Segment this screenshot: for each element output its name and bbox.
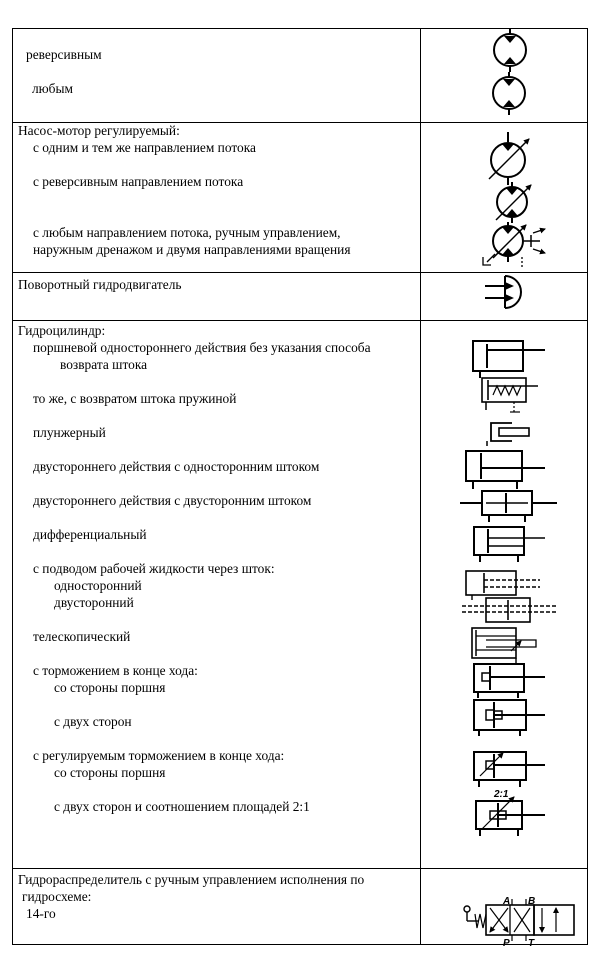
cylinder-telescopic-label: телескопический bbox=[33, 629, 131, 644]
spring-return-cylinder-icon bbox=[482, 378, 538, 412]
cylinder-cushion-label: с торможением в конце хода: bbox=[33, 663, 198, 678]
valve-port-t-label: T bbox=[528, 938, 535, 949]
cylinder-rod-feed-label: с подводом рабочей жидкости через шток: bbox=[33, 561, 275, 576]
single-acting-cylinder-icon bbox=[473, 341, 545, 378]
double-acting-single-rod-cylinder-icon bbox=[466, 451, 545, 489]
cylinder-double-single-rod-label: двустороннего действия с односторонним штоком bbox=[33, 459, 320, 474]
reversible-motor-icon bbox=[494, 28, 526, 72]
cylinder-single-acting-label-2: возврата штока bbox=[60, 357, 148, 372]
adjustable-double-cushion-2-1-cylinder-icon bbox=[476, 797, 545, 836]
piston-side-cushion-cylinder-icon bbox=[474, 664, 545, 698]
pump-motor-manual-label-1: с любым направлением потока, ручным управлением, bbox=[33, 225, 341, 240]
motor-reversible-label: реверсивным bbox=[26, 47, 102, 62]
cylinder-plunger-label: плунжерный bbox=[33, 425, 106, 440]
cylinder-rod-feed-single-label: односторонний bbox=[54, 578, 142, 593]
adjustable-cushion-cylinder-icon bbox=[474, 752, 545, 787]
cylinder-cushion-both-label: с двух сторон bbox=[54, 714, 132, 729]
adjustable-reversible-pump-motor-icon bbox=[496, 182, 531, 223]
cylinder-title: Гидроцилиндр: bbox=[18, 323, 106, 338]
cylinder-spring-return-label: то же, с возвратом штока пружиной bbox=[33, 391, 237, 406]
pump-motor-same-direction-label: с одним и тем же направлением потока bbox=[33, 140, 256, 155]
double-acting-double-rod-cylinder-icon bbox=[460, 491, 557, 522]
telescopic-cylinder-icon bbox=[472, 628, 536, 665]
cylinder-adjustable-cushion-both-label: с двух сторон и соотношением площадей 2:1 bbox=[54, 799, 310, 814]
rod-feed-single-cylinder-icon bbox=[466, 571, 540, 600]
cylinder-double-double-rod-label: двустороннего действия с двусторонним штоком bbox=[33, 493, 312, 508]
valve-port-a-label: A bbox=[503, 896, 511, 907]
adjustable-pump-motor-icon bbox=[489, 132, 529, 185]
pump-motor-manual-label-2: наружным дренажом и двумя направлениями вращения bbox=[33, 242, 351, 257]
differential-cylinder-icon bbox=[474, 527, 545, 562]
any-direction-motor-icon bbox=[493, 72, 525, 115]
pump-motor-title: Насос-мотор регулируемый: bbox=[18, 123, 180, 138]
manual-pump-motor-drain-icon bbox=[483, 222, 545, 268]
rod-feed-double-cylinder-icon bbox=[462, 598, 558, 622]
valve-label-1: Гидрораспределитель с ручным управлением исполнения по bbox=[18, 872, 365, 887]
double-cushion-cylinder-icon bbox=[474, 700, 545, 736]
valve-label-2: гидросхеме: bbox=[22, 889, 92, 904]
cylinder-cushion-piston-label: со стороны поршня bbox=[54, 680, 166, 695]
manual-directional-valve-icon bbox=[464, 899, 574, 941]
cylinder-differential-label: дифференциальный bbox=[33, 527, 147, 542]
cylinder-adjustable-cushion-piston-label: со стороны поршня bbox=[54, 765, 166, 780]
rotary-actuator-label: Поворотный гидродвигатель bbox=[18, 277, 182, 292]
valve-port-p-label: P bbox=[503, 938, 510, 949]
area-ratio-label: 2:1 bbox=[494, 789, 509, 800]
cylinder-rod-feed-double-label: двусторонний bbox=[54, 595, 134, 610]
rotary-actuator-icon bbox=[485, 276, 521, 308]
valve-label-3: 14-го bbox=[26, 906, 56, 921]
pump-motor-reversible-label: с реверсивным направлением потока bbox=[33, 174, 244, 189]
cylinder-single-acting-label-1: поршневой одностороннего действия без указания способа bbox=[33, 340, 371, 355]
valve-port-b-label: B bbox=[528, 896, 536, 907]
cylinder-adjustable-cushion-label: с регулируемым торможением в конце хода: bbox=[33, 748, 285, 763]
motor-any-label: любым bbox=[32, 81, 73, 96]
plunger-cylinder-icon bbox=[487, 423, 529, 446]
